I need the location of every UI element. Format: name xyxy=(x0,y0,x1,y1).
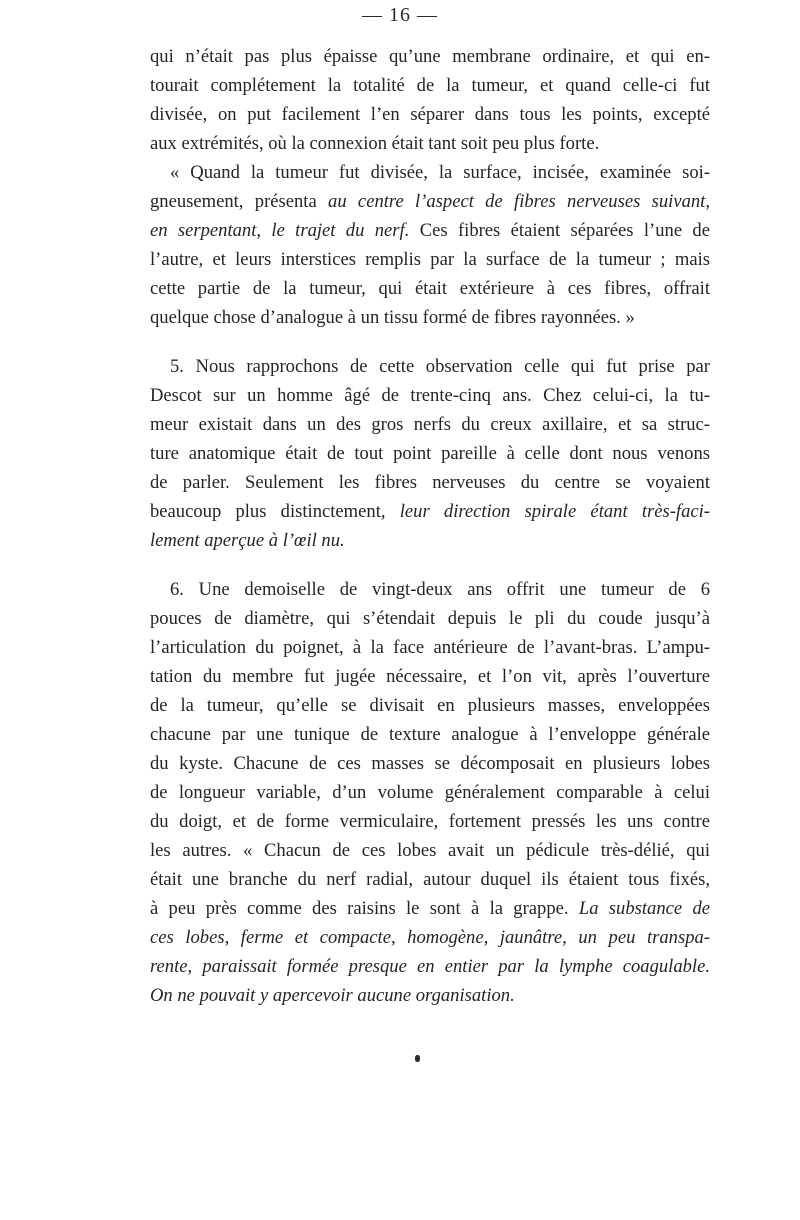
text-line xyxy=(150,129,710,158)
text-run: de parler. Seulement les fibres nerveuses du centre se voyaient xyxy=(150,472,710,493)
text-run: beaucoup plus distinctement, xyxy=(150,501,400,522)
italic-text: On ne pouvait y apercevoir aucune organisation. xyxy=(150,985,515,1006)
paragraph-gap xyxy=(150,555,710,575)
text-line xyxy=(150,604,710,633)
text-run: 5. Nous rapprochons de cette observation celle qui fut prise par xyxy=(170,356,710,377)
text-run: chacune par une tunique de texture analogue à l’enveloppe générale xyxy=(150,724,710,745)
paragraph xyxy=(150,158,710,332)
italic-text: La substance de xyxy=(578,898,710,919)
text-line xyxy=(150,526,710,555)
text-line xyxy=(150,468,710,497)
paragraph-gap xyxy=(150,332,710,352)
text-line xyxy=(150,749,710,778)
text-run: meur existait dans un des gros nerfs du creux axillaire, et sa struc- xyxy=(150,414,710,435)
text-line xyxy=(150,662,710,691)
text-line xyxy=(150,807,710,836)
text-run: Descot sur un homme âgé de trente-cinq ans. Chez celui-ci, la tu- xyxy=(150,385,710,406)
italic-text: leur direction spirale étant très-faci- xyxy=(399,501,710,522)
text-run: du doigt, et de forme vermiculaire, fortement pressés les uns contre xyxy=(150,811,710,832)
text-run: ture anatomique était de tout point pareille à celle dont nous venons xyxy=(150,443,710,464)
text-line xyxy=(150,981,710,1010)
text-run: « Quand la tumeur fut divisée, la surface, incisée, examinée soi- xyxy=(170,162,710,183)
text-line xyxy=(150,691,710,720)
text-run: l’articulation du poignet, à la face antérieure de l’avant-bras. L’ampu- xyxy=(150,637,710,658)
text-run: gneusement, présenta xyxy=(150,191,329,212)
paragraph xyxy=(150,42,710,158)
ink-speck xyxy=(415,1055,420,1062)
body-text xyxy=(150,42,710,1010)
text-run: cette partie de la tumeur, qui était extérieure à ces fibres, offrait xyxy=(150,278,710,299)
text-line xyxy=(150,158,710,187)
paragraph xyxy=(150,575,710,1010)
text-run: du kyste. Chacune de ces masses se décomposait en plusieurs lobes xyxy=(150,753,710,774)
text-run: 6. Une demoiselle de vingt-deux ans offrit une tumeur de 6 xyxy=(170,579,710,600)
text-run: de longueur variable, d’un volume généralement comparable à celui xyxy=(150,782,710,803)
text-line xyxy=(150,894,710,923)
text-line xyxy=(150,381,710,410)
text-run: l’autre, et leurs interstices remplis par la surface de la tumeur ; mais xyxy=(150,249,710,270)
italic-text: lement aperçue à l’œil nu. xyxy=(150,530,345,551)
text-line xyxy=(150,352,710,381)
page-number: — 16 — xyxy=(362,4,438,26)
text-run: tation du membre fut jugée nécessaire, et l’on vit, après l’ouverture xyxy=(150,666,710,687)
italic-text: ces lobes, ferme et compacte, homogène, jaunâtre, un peu transpa- xyxy=(150,927,710,948)
text-line xyxy=(150,633,710,662)
text-line xyxy=(150,274,710,303)
text-run: à peu près comme des raisins le sont à la grappe. xyxy=(150,898,579,919)
text-line xyxy=(150,497,710,526)
text-run: de la tumeur, qu’elle se divisait en plusieurs masses, enveloppées xyxy=(150,695,710,716)
text-line xyxy=(150,778,710,807)
text-line xyxy=(150,71,710,100)
italic-text: en serpentant, le trajet du nerf. xyxy=(150,220,410,241)
text-line xyxy=(150,575,710,604)
text-run: pouces de diamètre, qui s’étendait depuis le pli du coude jusqu’à xyxy=(150,608,710,629)
text-line xyxy=(150,187,710,216)
text-run: était une branche du nerf radial, autour duquel ils étaient tous fixés, xyxy=(150,869,710,890)
text-line xyxy=(150,100,710,129)
text-run: aux extrémités, où la connexion était tant soit peu plus forte. xyxy=(150,133,600,154)
text-run: Ces fibres étaient séparées l’une de xyxy=(409,220,710,241)
text-line xyxy=(150,952,710,981)
text-run: divisée, on put facilement l’en séparer dans tous les points, excepté xyxy=(150,104,710,125)
text-line xyxy=(150,720,710,749)
text-run: quelque chose d’analogue à un tissu formé de fibres rayonnées. » xyxy=(150,307,635,328)
text-line xyxy=(150,42,710,71)
text-line xyxy=(150,410,710,439)
italic-text: au centre l’aspect de fibres nerveuses suivant, xyxy=(328,191,710,212)
paragraph xyxy=(150,352,710,555)
text-line xyxy=(150,216,710,245)
text-line xyxy=(150,923,710,952)
text-run: qui n’était pas plus épaisse qu’une membrane ordinaire, et qui en- xyxy=(150,46,710,67)
text-line xyxy=(150,836,710,865)
text-line xyxy=(150,303,710,332)
italic-text: rente, paraissait formée presque en entier par la lymphe coagulable. xyxy=(150,956,710,977)
text-run: les autres. « Chacun de ces lobes avait un pédicule très-délié, qui xyxy=(150,840,710,861)
text-line xyxy=(150,245,710,274)
text-line xyxy=(150,865,710,894)
text-run: tourait complétement la totalité de la tumeur, et quand celle-ci fut xyxy=(150,75,710,96)
text-line xyxy=(150,439,710,468)
